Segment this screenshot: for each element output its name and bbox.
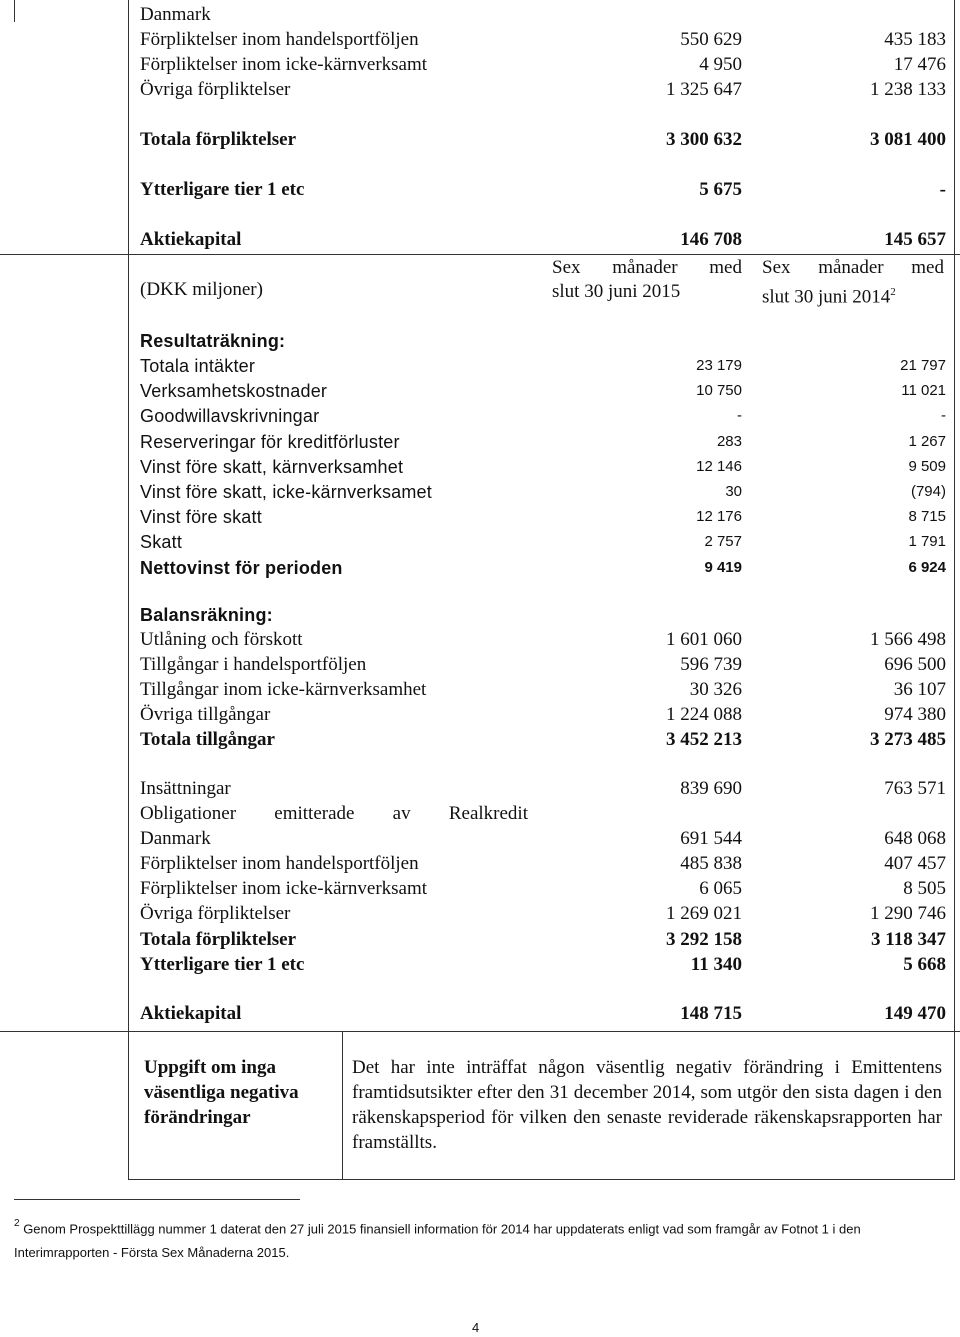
value-2015: 12 146 (696, 457, 742, 475)
table-row (140, 480, 946, 504)
table-row (140, 1002, 946, 1026)
row-label: Vinst före skatt, kärnverksamhet (140, 456, 404, 477)
row-label: Förpliktelser inom icke-kärnverksamt (140, 54, 428, 75)
footnote-reference: 2 (890, 286, 896, 298)
row-label: Skatt (140, 532, 183, 553)
row-label: Förpliktelser inom icke-kärnverksamt (140, 878, 428, 899)
value-2015: 3 452 213 (666, 729, 742, 750)
row-label: Aktiekapital (140, 1003, 242, 1024)
section-title (140, 603, 946, 627)
value-2014: 9 509 (908, 457, 946, 475)
left-frame-line (14, 0, 15, 22)
table-row (140, 28, 946, 52)
table-row (140, 178, 946, 202)
value-2015: 1 325 647 (666, 79, 742, 100)
table-row (140, 953, 946, 977)
box-heading: Uppgift om inga väsentliga negativa förändringar (144, 1057, 299, 1128)
value-2015: 10 750 (696, 382, 742, 400)
table-row (140, 777, 946, 801)
table-row (140, 53, 946, 77)
value-2014: - (941, 407, 946, 425)
divider-line (342, 1032, 343, 1180)
row-label: Danmark (140, 828, 211, 849)
value-2014: (794) (910, 483, 946, 500)
table-row (140, 678, 946, 702)
divider-line (0, 254, 960, 255)
value-2015: 2 757 (704, 533, 742, 551)
table-row (140, 653, 946, 677)
value-2014: 6 924 (908, 558, 946, 576)
table-row (140, 379, 946, 403)
row-label: Totala intäkter (140, 356, 256, 376)
row-label: Förpliktelser inom handelsportföljen (140, 853, 419, 874)
row-label: Nettovinst för perioden (140, 557, 343, 578)
value-2014: 435 183 (884, 29, 946, 50)
left-frame-line (128, 0, 129, 1180)
footnote-rule (14, 1199, 300, 1200)
row-label: Ytterligare tier 1 etc (140, 179, 305, 200)
right-frame-line (954, 0, 955, 1180)
table-row (140, 128, 946, 152)
value-2015: 9 419 (704, 558, 742, 576)
column-header-line (762, 280, 944, 309)
value-2015: 1 269 021 (666, 903, 742, 924)
table-row (140, 530, 946, 554)
footnote-mark: 2 (14, 1218, 20, 1229)
column-header-line: slut 30 juni 2015 (552, 281, 681, 302)
value-2014: 149 470 (884, 1003, 946, 1024)
value-2014: 11 021 (901, 382, 946, 400)
value-2015: 596 739 (680, 654, 742, 675)
value-2015: 3 292 158 (666, 929, 742, 950)
row-label: Tillgångar inom icke-kärnverksamhet (140, 679, 427, 700)
value-2015: 4 950 (699, 54, 742, 75)
value-2014: 3 081 400 (870, 129, 946, 150)
value-2014: 763 571 (884, 778, 946, 799)
footnote (14, 1214, 944, 1265)
table-row (140, 802, 946, 826)
table-row (140, 852, 946, 876)
row-label: Vinst före skatt (140, 507, 262, 528)
value-2014: 36 107 (893, 679, 946, 700)
value-2015: 23 179 (696, 357, 742, 374)
table-row (140, 505, 946, 529)
row-label: Övriga förpliktelser (140, 903, 291, 924)
value-2014: 1 566 498 (870, 629, 946, 650)
row-label: Ytterligare tier 1 etc (140, 954, 305, 975)
column-header-line: Sex månader med (552, 257, 742, 278)
value-2014: 3 118 347 (871, 929, 946, 950)
unit-label: (DKK miljoner) (140, 279, 263, 300)
table-row (140, 902, 946, 926)
table-row (140, 404, 946, 428)
value-2015: 691 544 (680, 828, 742, 849)
row-label: Totala förpliktelser (140, 129, 297, 150)
column-header-2015 (552, 256, 742, 304)
column-header-line: Sex månader med (762, 257, 944, 278)
column-header-2014 (762, 256, 944, 309)
footnote-text: Genom Prospekttillägg nummer 1 daterat den 27 juli 2015 finansiell information för 2014 har uppdaterats enligt vad som framgår av Fotnot 1 i den Interimrapporten - Första Sex Månaderna 2015. (14, 1221, 861, 1261)
row-label: Goodwillavskrivningar (140, 406, 320, 427)
value-2015: 485 838 (680, 853, 742, 874)
value-2014: 696 500 (884, 654, 946, 675)
value-2014: 21 797 (900, 357, 946, 374)
value-2015: 148 715 (680, 1003, 742, 1024)
value-2014: 407 457 (884, 853, 946, 874)
row-label: Vinst före skatt, icke-kärnverksamet (140, 482, 432, 502)
value-2015: 283 (716, 432, 742, 450)
value-2015: 30 (725, 483, 742, 500)
row-label: Övriga tillgångar (140, 704, 271, 725)
value-2014: 1 238 133 (870, 79, 946, 100)
value-2014: 17 476 (893, 54, 946, 75)
row-label: Insättningar (140, 778, 231, 799)
value-2014: - (939, 179, 946, 200)
table-row (140, 556, 946, 580)
value-2015: - (737, 407, 742, 425)
column-header-text: slut 30 juni 2014 (762, 286, 891, 308)
section-title-text: Resultaträkning: (140, 331, 286, 351)
value-2014: 5 668 (903, 954, 946, 975)
value-2014: 145 657 (884, 229, 946, 250)
table-row (140, 827, 946, 851)
row-label: Övriga förpliktelser (140, 79, 291, 100)
value-2015: 1 224 088 (666, 704, 742, 725)
value-2015: 1 601 060 (666, 629, 742, 650)
value-2015: 550 629 (680, 29, 742, 50)
value-2015: 6 065 (699, 878, 742, 899)
row-label: Aktiekapital (140, 229, 242, 250)
table-row (140, 3, 946, 27)
value-2014: 1 290 746 (870, 903, 946, 924)
section-title-text: Balansräkning: (140, 605, 273, 625)
table-row (140, 628, 946, 652)
box-text: Det har inte inträffat någon väsentlig negativ förändring i Emittentens framtidsutsikter efter den 31 december 2014, som utgör den sista dagen i den räkenskapsperiod för vilken den senaste reviderade räkenskapsrapporten har framställts. (352, 1057, 942, 1153)
value-2014: 974 380 (884, 704, 946, 725)
row-label: Danmark (140, 4, 211, 25)
value-2015: 839 690 (680, 778, 742, 799)
row-label: Tillgångar i handelsportföljen (140, 654, 367, 675)
row-label: Verksamhetskostnader (140, 381, 328, 402)
row-label: Obligationer emitterade av Realkredit (140, 803, 528, 824)
section-title (140, 329, 946, 353)
divider-line (0, 1031, 960, 1032)
value-2015: 11 340 (690, 954, 742, 975)
value-2014: 8 715 (908, 508, 946, 526)
table-row (140, 728, 946, 752)
value-2015: 12 176 (696, 508, 742, 526)
table-row (140, 78, 946, 102)
row-label: Totala tillgångar (140, 729, 275, 750)
table-row (140, 455, 946, 479)
value-2014: 1 267 (908, 432, 946, 450)
value-2015: 5 675 (699, 179, 742, 200)
table-row (140, 877, 946, 901)
value-2015: 30 326 (689, 679, 742, 700)
row-label: Utlåning och förskott (140, 629, 303, 650)
row-label: Reserveringar för kreditförluster (140, 431, 400, 452)
table-row (140, 703, 946, 727)
table-row (140, 354, 946, 378)
divider-line (128, 1179, 955, 1180)
value-2014: 1 791 (908, 533, 946, 551)
value-2014: 648 068 (884, 828, 946, 849)
value-2014: 8 505 (903, 878, 946, 899)
value-2015: 146 708 (680, 229, 742, 250)
page-number: 4 (472, 1320, 480, 1335)
table-row (140, 430, 946, 454)
table-row (140, 928, 946, 952)
row-label: Förpliktelser inom handelsportföljen (140, 29, 419, 50)
value-2014: 3 273 485 (870, 729, 946, 750)
row-label: Totala förpliktelser (140, 929, 297, 950)
value-2015: 3 300 632 (666, 129, 742, 150)
table-row (140, 228, 946, 252)
